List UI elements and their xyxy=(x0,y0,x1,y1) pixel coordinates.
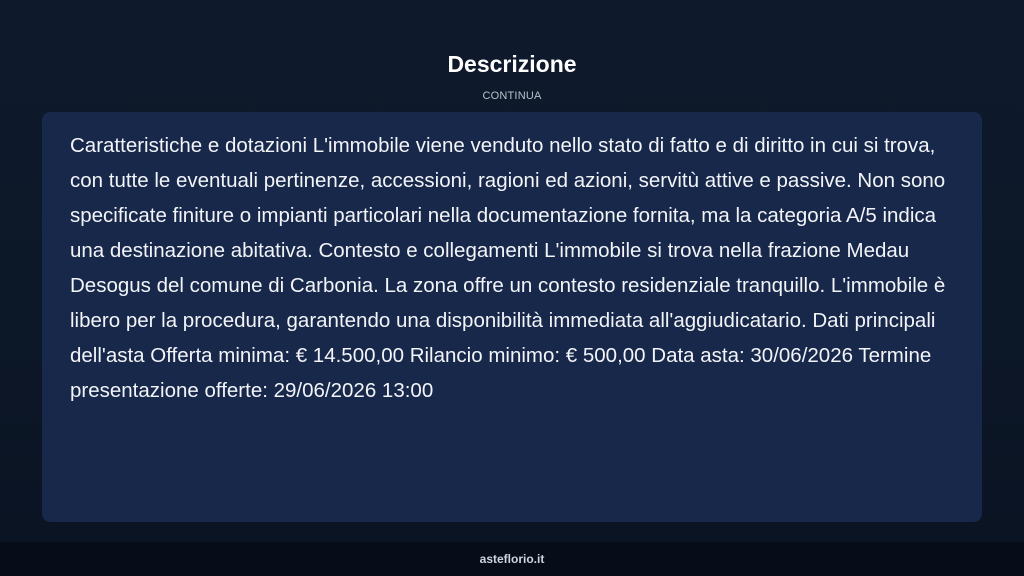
description-text: Caratteristiche e dotazioni L'immobile viene venduto nello stato di fatto e di diritto in cui si trova, con tutte le eventuali pertinenze, accessioni, ragioni ed azioni, servitù attive e passive. Non sono specificate finiture o impianti particolari nella documentazione fornita, ma la categoria A/5 indica una destinazione abitativa. Contesto e collegamenti L'immobile si trova nella frazione Medau Desogus del comune di Carbonia. La zona offre un contesto residenziale tranquillo. L'immobile è libero per la procedura, garantendo una disponibilità immediata all'aggiudicatario. Dati principali dell'asta Offerta minima: € 14.500,00 Rilancio minimo: € 500,00 Data asta: 30/06/2026 Termine presentazione offerte: 29/06/2026 13:00 xyxy=(70,134,946,402)
footer-bar xyxy=(0,542,1024,576)
page-title: Descrizione xyxy=(447,51,577,77)
description-card xyxy=(42,112,982,522)
footer-site-label: asteflorio.it xyxy=(479,552,545,566)
continued-label: CONTINUA xyxy=(482,90,542,102)
